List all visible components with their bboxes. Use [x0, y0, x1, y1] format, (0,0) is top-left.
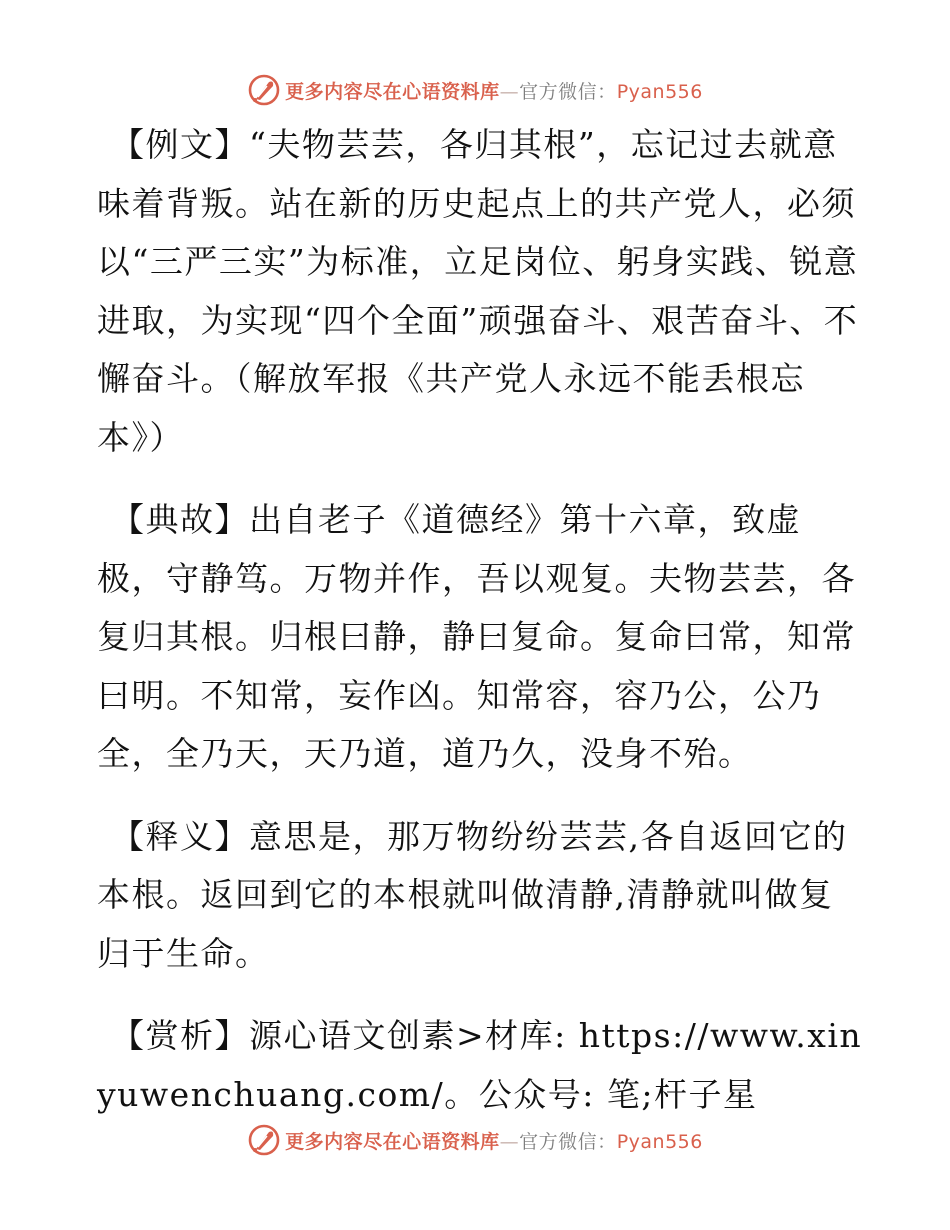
- paragraph-example: [97, 116, 867, 467]
- banner-wechat-label: 官方微信：: [519, 80, 617, 103]
- quill-logo-icon: [247, 1123, 281, 1157]
- paragraph-appreciation: [97, 1007, 867, 1124]
- footer-banner: [0, 1120, 950, 1160]
- banner-text: [285, 1127, 703, 1154]
- banner-wechat-id: Pyan556: [616, 80, 703, 103]
- banner-wechat-label: 官方微信：: [519, 1130, 617, 1153]
- section-tag-meaning: 【释义】: [111, 816, 249, 856]
- section-tag-appreciation: 【赏析】: [111, 1016, 249, 1055]
- paragraph-meaning-text: 意思是，那万物纷纷芸芸,各自返回它的本根。返回到它的本根就叫做清静,清静就叫做复归于生命。: [97, 816, 848, 973]
- paragraph-allusion: [97, 491, 867, 784]
- banner-wechat-id: Pyan556: [616, 1130, 703, 1153]
- paragraph-example-text: “夫物芸芸，各归其根”，忘记过去就意味着背叛。站在新的历史起点上的共产党人，必须以“三严三实”为标准，立足岗位、躬身实践、锐意进取，为实现“四个全面”顽强奋斗、艰苦奋斗、不懈奋斗。（解放军报《共产党人永远不能丢根忘本》）: [97, 125, 859, 457]
- paragraph-appreciation-text: 源心语文创素>材库: https://www.xinyuwenchuang.com/。公众号: 笔;杆子星: [97, 1016, 863, 1114]
- section-tag-allusion: 【典故】: [111, 500, 249, 539]
- section-tag-example: 【例文】: [111, 125, 249, 164]
- paragraph-allusion-text: 出自老子《道德经》第十六章，致虚极，守静笃。万物并作，吾以观复。夫物芸芸，各复归其根。归根曰静，静曰复命。复命曰常，知常曰明。不知常，妄作凶。知常容，容乃公，公乃全，全乃天，天乃道，道乃久，没身不殆。: [97, 500, 856, 773]
- document-body: [97, 116, 867, 1148]
- banner-separator: —: [499, 1130, 520, 1153]
- banner-main-text: 更多内容尽在心语资料库: [285, 1130, 500, 1153]
- banner-main-text: 更多内容尽在心语资料库: [285, 80, 500, 103]
- paragraph-meaning: [97, 808, 867, 984]
- banner-text: [285, 77, 703, 104]
- banner-separator: —: [499, 80, 520, 103]
- quill-logo-icon: [247, 73, 281, 107]
- header-banner: [0, 70, 950, 110]
